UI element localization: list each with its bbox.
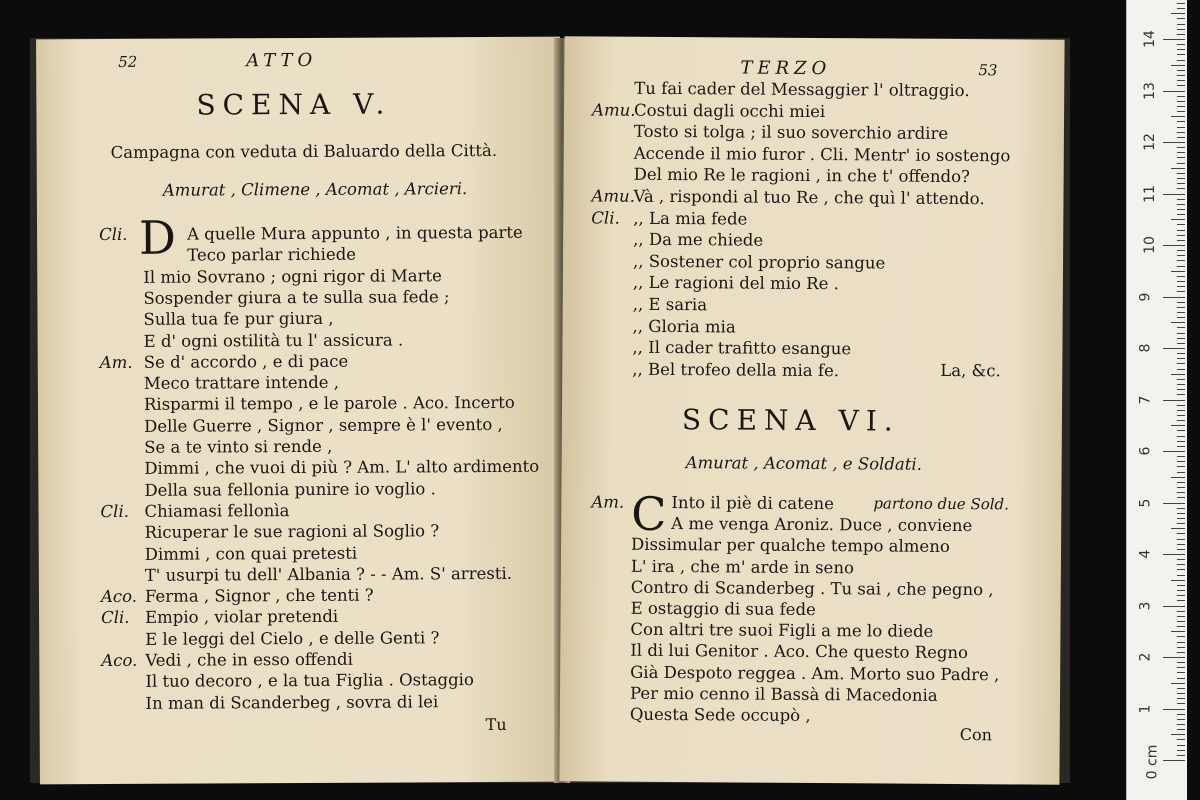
verse-line: Meco trattare intende ,	[143, 372, 340, 393]
ruler-number: 5	[1137, 498, 1154, 507]
ruler-tick	[1177, 750, 1185, 751]
ruler-tick	[1171, 219, 1185, 220]
ruler-tick	[1177, 338, 1185, 339]
ruler-tick	[1177, 647, 1185, 648]
verse-line: ,, La mia fede	[633, 208, 748, 229]
left-catchword: Tu	[485, 714, 507, 735]
ruler-tick	[1177, 482, 1185, 483]
ruler-tick	[1177, 492, 1185, 493]
ruler-tick	[1171, 374, 1185, 375]
ruler-tick	[1177, 3, 1185, 4]
ruler-number: 8	[1137, 343, 1154, 353]
ruler-number: 12	[1141, 133, 1158, 151]
ruler-tick	[1177, 441, 1185, 442]
verse-line: ,, E saria	[632, 294, 708, 315]
verse-line: Della sua fellonia punire io voglio .	[144, 478, 436, 500]
ruler-tick	[1177, 157, 1185, 158]
ruler-tick	[1177, 523, 1185, 524]
ruler-tick	[1171, 425, 1185, 426]
right-running-head: TERZO	[740, 57, 832, 80]
ruler-tick	[1177, 703, 1185, 704]
ruler-tick	[1177, 461, 1185, 462]
scene-v-title: SCENA V.	[196, 87, 392, 122]
ruler-tick	[1177, 44, 1185, 45]
ruler-tick	[1163, 709, 1185, 710]
verse-line: Già Despoto reggea . Am. Morto suo Padre ,	[630, 662, 1000, 684]
ruler-tick	[1177, 667, 1185, 668]
ruler-tick	[1177, 29, 1185, 30]
ruler-number: 11	[1141, 184, 1158, 203]
ruler-tick	[1177, 662, 1185, 663]
verse-line: Accende il mio furor . Cli. Mentr' io sostengo	[633, 143, 1011, 166]
ruler-tick	[1177, 446, 1185, 447]
verse-line: Per mio cenno il Bassà di Macedonia	[629, 683, 938, 705]
ruler-tick	[1177, 436, 1185, 437]
ruler-tick	[1177, 544, 1185, 545]
ruler-tick	[1177, 291, 1185, 292]
ruler-number: 6	[1137, 446, 1154, 456]
left-running-head: ATTO	[246, 49, 318, 72]
ruler-tick	[1177, 672, 1185, 673]
ruler-tick	[1171, 734, 1185, 735]
ruler-tick	[1177, 199, 1185, 200]
verse-line: Chiamasi fellonìa	[144, 500, 290, 521]
ruler-tick	[1177, 729, 1185, 730]
ruler-tick	[1163, 91, 1185, 92]
ruler-tick	[1177, 539, 1185, 540]
verse-line: ,, Da me chiede	[633, 229, 764, 250]
drop-cap-c: C	[631, 486, 667, 541]
ruler-tick	[1171, 65, 1185, 66]
ruler-tick	[1177, 137, 1185, 138]
ruler-tick	[1177, 394, 1185, 395]
ruler-tick	[1177, 353, 1185, 354]
ruler-tick	[1177, 472, 1185, 473]
ruler-tick	[1177, 518, 1185, 519]
verse-line: L' ira , che m' arde in seno	[630, 556, 855, 577]
verse-line: Tosto si tolga ; il suo soverchio ardire	[633, 121, 949, 144]
verse-line: Questa Sede occupò ,	[629, 704, 811, 725]
ruler-tick	[1171, 631, 1185, 632]
ruler-tick	[1177, 508, 1185, 509]
open-book	[30, 38, 1070, 783]
ruler-tick	[1177, 559, 1185, 560]
ruler-tick	[1177, 384, 1185, 385]
ruler-tick	[1177, 698, 1185, 699]
verse-line: Il di lui Genitor . Aco. Che questo Regno	[630, 641, 969, 663]
ruler-tick	[1177, 652, 1185, 653]
ruler-tick	[1177, 745, 1185, 746]
verse-line: ,, Le ragioni del mio Re .	[632, 273, 839, 294]
ruler-tick	[1177, 302, 1185, 303]
ruler-number: 14	[1141, 30, 1158, 48]
ruler-tick	[1177, 714, 1185, 715]
ruler-number: 4	[1137, 549, 1154, 559]
speaker-label: Cli.	[100, 501, 130, 521]
ruler-tick	[1177, 369, 1185, 370]
ruler-tick	[1177, 214, 1185, 215]
verse-line: Sospender giura a te sulla sua fede ;	[143, 287, 450, 308]
ruler-tick	[1163, 348, 1185, 349]
scene-vi-characters: Amurat , Acomat , e Soldati.	[685, 453, 922, 474]
ruler-tick	[1177, 49, 1185, 50]
ruler-tick	[1177, 430, 1185, 431]
ruler-tick	[1177, 204, 1185, 205]
verse-line: E le leggi del Cielo , e delle Genti ?	[145, 627, 440, 649]
verse-line: Risparmi il tempo , e le parole . Aco. Incerto	[143, 393, 515, 415]
ruler-tick	[1177, 755, 1185, 756]
ruler-tick	[1177, 642, 1185, 643]
ruler-tick	[1177, 235, 1185, 236]
ruler-tick	[1177, 312, 1185, 313]
ruler-tick	[1177, 255, 1185, 256]
verse-line: E d' ogni ostilità tu l' assicura .	[143, 329, 404, 351]
ruler-tick	[1177, 163, 1185, 164]
ruler-tick	[1171, 13, 1185, 14]
ruler-tick	[1177, 497, 1185, 498]
verse-line: Dimmi , con quai pretesti	[144, 543, 358, 564]
ruler-tick	[1177, 575, 1185, 576]
ruler-tick	[1177, 585, 1185, 586]
ruler-tick	[1177, 188, 1185, 189]
verse-line: ,, Gloria mia	[632, 316, 736, 337]
ruler-tick	[1177, 209, 1185, 210]
speaker-label: Am.	[99, 352, 133, 372]
ruler-tick	[1177, 132, 1185, 133]
verse-line: Costui dagli occhi miei	[634, 100, 826, 121]
ruler-tick	[1177, 564, 1185, 565]
ruler-tick	[1177, 224, 1185, 225]
ruler-tick	[1177, 75, 1185, 76]
ruler-tick	[1177, 178, 1185, 179]
ruler-tick	[1177, 250, 1185, 251]
ruler-number: 1	[1137, 704, 1154, 713]
ruler-tick	[1163, 297, 1185, 298]
ruler-tick	[1163, 39, 1185, 40]
ruler-tick	[1177, 147, 1185, 148]
ruler-tick	[1177, 266, 1185, 267]
ruler-tick	[1177, 8, 1185, 9]
ruler-tick	[1177, 533, 1185, 534]
speaker-label: Am.	[591, 492, 625, 512]
ruler-tick	[1177, 621, 1185, 622]
ruler-tick	[1177, 240, 1185, 241]
ruler-tick	[1171, 477, 1185, 478]
ruler-tick	[1163, 194, 1185, 195]
ruler-tick	[1177, 616, 1185, 617]
ruler-tick	[1171, 683, 1185, 684]
scene-v-characters: Amurat , Climene , Acomat , Arcieri.	[162, 179, 468, 200]
ruler-tick	[1177, 230, 1185, 231]
speaker-label: Cli.	[101, 608, 130, 628]
verse-line: Se a te vinto si rende ,	[144, 436, 333, 457]
verse-line: ,, Sostener col proprio sangue	[632, 251, 886, 273]
ruler-tick	[1171, 580, 1185, 581]
ruler-tick	[1177, 688, 1185, 689]
ruler-tick	[1163, 451, 1185, 452]
ruler-tick	[1171, 168, 1185, 169]
ruler-tick	[1177, 513, 1185, 514]
da-capo-mark: La, &c.	[940, 360, 1001, 381]
ruler-tick	[1177, 405, 1185, 406]
ruler-tick	[1177, 569, 1185, 570]
ruler-tick	[1171, 271, 1185, 272]
ruler-tick	[1177, 85, 1185, 86]
ruler-tick	[1177, 152, 1185, 153]
ruler-tick	[1177, 590, 1185, 591]
ruler-tick	[1177, 317, 1185, 318]
ruler-tick	[1177, 127, 1185, 128]
ruler-tick	[1177, 487, 1185, 488]
ruler-number: 7	[1137, 395, 1154, 404]
speaker-label: Amu.	[591, 186, 635, 206]
ruler-tick	[1177, 693, 1185, 694]
ruler-tick	[1177, 466, 1185, 467]
ruler-tick	[1177, 415, 1185, 416]
ruler-tick	[1177, 101, 1185, 102]
ruler-tick	[1177, 34, 1185, 35]
ruler-tick	[1177, 611, 1185, 612]
ruler-number: 2	[1137, 652, 1154, 662]
verse-line: E ostaggio di sua fede	[630, 598, 816, 620]
ruler-tick	[1163, 606, 1185, 607]
ruler-tick	[1177, 24, 1185, 25]
speaker-label: Amu.	[592, 100, 636, 120]
right-page-number: 53	[978, 61, 998, 80]
speaker-label: Aco.	[100, 586, 138, 607]
verse-line: Dimmi , che vuoi di più ? Am. L' alto ardimento	[144, 457, 540, 479]
ruler-tick	[1177, 260, 1185, 261]
ruler-tick	[1163, 760, 1185, 761]
ruler-tick	[1177, 724, 1185, 725]
measuring-ruler	[1126, 0, 1187, 800]
speaker-label: Cli.	[99, 224, 128, 245]
ruler-tick	[1177, 183, 1185, 184]
scene-vi-title: SCENA VI.	[681, 403, 900, 438]
verse-line: Empio , violar pretendi	[145, 607, 339, 628]
ruler-unit-label: 0 cm	[1144, 744, 1161, 780]
ruler-tick	[1177, 70, 1185, 71]
ruler-tick	[1177, 379, 1185, 380]
ruler-tick	[1177, 54, 1185, 55]
ruler-number: 13	[1141, 81, 1158, 100]
verse-line: A me venga Aroniz. Duce , conviene	[671, 514, 973, 536]
ruler-tick	[1177, 281, 1185, 282]
left-page-number: 52	[118, 52, 138, 71]
verse-line: Teco parlar richiede	[187, 245, 357, 265]
speaker-label: Aco.	[101, 650, 138, 671]
verse-line: Se d' accordo , e di pace	[143, 351, 349, 372]
verse-line: Il tuo decoro , e la tua Figlia . Ostaggio	[145, 670, 474, 692]
ruler-tick	[1177, 549, 1185, 550]
ruler-tick	[1177, 410, 1185, 411]
right-page	[559, 36, 1064, 784]
ruler-tick	[1163, 554, 1185, 555]
scene-v-setting: Campagna con veduta di Baluardo della Città.	[110, 140, 498, 162]
ruler-number: 3	[1137, 601, 1154, 610]
ruler-tick	[1177, 358, 1185, 359]
ruler-tick	[1177, 106, 1185, 107]
ruler-tick	[1171, 116, 1185, 117]
ruler-tick	[1171, 528, 1185, 529]
ruler-tick	[1171, 322, 1185, 323]
speaker-label: Cli.	[591, 208, 620, 228]
verse-line: Sulla tua fe pur giura ,	[143, 309, 334, 330]
ruler-tick	[1177, 121, 1185, 122]
verse-line: Contro di Scanderbeg . Tu sai , che pegno ,	[630, 577, 994, 600]
ruler-tick	[1177, 363, 1185, 364]
verse-line: ,, Il cader trafitto esangue	[632, 337, 852, 359]
ruler-tick	[1177, 96, 1185, 97]
ruler-tick	[1177, 327, 1185, 328]
ruler-tick	[1177, 600, 1185, 601]
ruler-tick	[1177, 286, 1185, 287]
left-page	[36, 37, 564, 785]
verse-line: Del mio Re le ragioni , in che t' offendo?	[633, 165, 971, 187]
ruler-tick	[1177, 333, 1185, 334]
verse-line: Into il piè di catene	[671, 493, 834, 514]
ruler-tick	[1177, 18, 1185, 19]
ruler-tick	[1177, 343, 1185, 344]
ruler-number: 10	[1141, 236, 1158, 254]
ruler-tick	[1177, 60, 1185, 61]
verse-line: Tu fai cader del Messaggier l' oltraggio.	[634, 78, 970, 101]
verse-line: Vedi , che in esso offendi	[145, 649, 353, 670]
verse-line: Và , rispondi al tuo Re , che quì l' attendo.	[633, 186, 985, 209]
verse-line: ,, Bel trofeo della mia fe.	[632, 359, 840, 380]
ruler-tick	[1177, 389, 1185, 390]
ruler-number: 9	[1137, 292, 1154, 301]
ruler-tick	[1163, 142, 1185, 143]
right-catchword: Con	[959, 725, 992, 745]
verse-line: Ferma , Signor , che tenti ?	[144, 585, 374, 606]
drop-cap-d: D	[138, 210, 177, 265]
ruler-tick	[1177, 111, 1185, 112]
ruler-tick	[1177, 678, 1185, 679]
ruler-tick	[1177, 595, 1185, 596]
ruler-tick	[1163, 503, 1185, 504]
ruler-tick	[1163, 657, 1185, 658]
ruler-tick	[1163, 400, 1185, 401]
verse-line: Il mio Sovrano ; ogni rigor di Marte	[143, 265, 442, 287]
verse-line: Con altri tre suoi Figli a me lo diede	[630, 619, 934, 642]
ruler-tick	[1177, 719, 1185, 720]
ruler-tick	[1177, 739, 1185, 740]
verse-line: Ricuperar le sue ragioni al Soglio ?	[144, 521, 440, 543]
ruler-tick	[1177, 173, 1185, 174]
ruler-tick	[1177, 80, 1185, 81]
verse-line: T' usurpi tu dell' Albania ? - - Am. S' arresti.	[144, 563, 512, 585]
ruler-tick	[1177, 636, 1185, 637]
verse-line: A quelle Mura appunto , in questa parte	[187, 222, 523, 244]
verse-line: In man di Scanderbeg , sovra di lei	[145, 691, 439, 713]
ruler-tick	[1177, 456, 1185, 457]
ruler-tick	[1177, 626, 1185, 627]
verse-line: Delle Guerre , Signor , sempre è l' evento ,	[144, 414, 503, 436]
ruler-tick	[1163, 245, 1185, 246]
ruler-tick	[1177, 420, 1185, 421]
ruler-tick	[1177, 307, 1185, 308]
verse-line: Dissimular per qualche tempo almeno	[630, 535, 950, 557]
stage-direction: partono due Sold.	[873, 494, 1010, 514]
ruler-tick	[1177, 276, 1185, 277]
